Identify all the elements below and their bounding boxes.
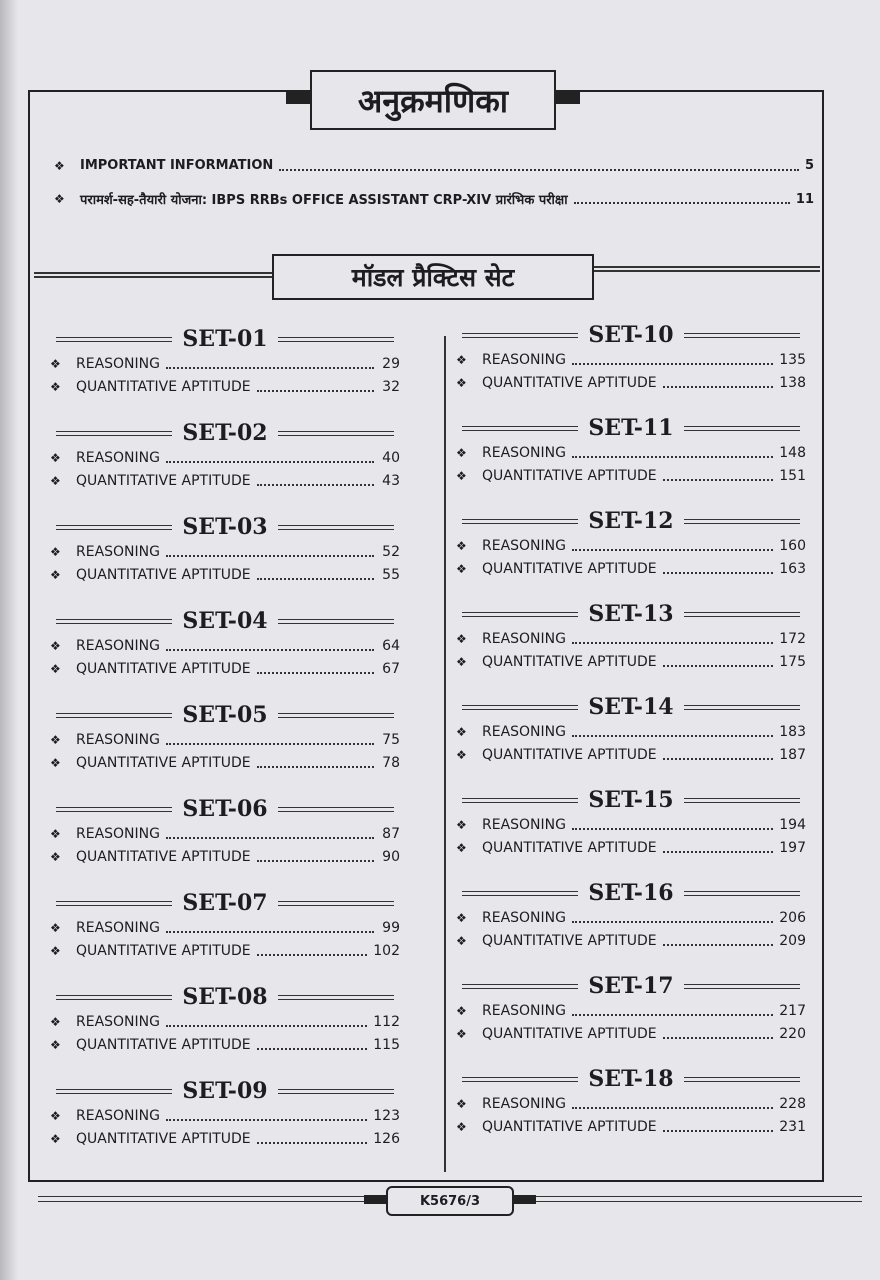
set-heading: [456, 787, 806, 813]
toc-entry-label: QUANTITATIVE APTITUDE: [482, 374, 657, 391]
toc-entry-page: 123: [373, 1107, 400, 1124]
dot-leader: [257, 1048, 368, 1050]
bullet-icon: ❖: [456, 631, 467, 646]
section-rule-left: [34, 272, 272, 278]
toc-entry-label: QUANTITATIVE APTITUDE: [482, 932, 657, 949]
bullet-icon: ❖: [456, 1003, 467, 1018]
bullet-icon: ❖: [456, 933, 467, 948]
toc-entry-label: REASONING: [76, 1107, 160, 1124]
dot-leader: [257, 1142, 368, 1144]
set-heading: [456, 508, 806, 534]
toc-entry: [456, 813, 806, 836]
toc-entry-page: 217: [779, 1002, 806, 1019]
toc-entry-label: QUANTITATIVE APTITUDE: [76, 942, 251, 959]
toc-entry-label: REASONING: [482, 444, 566, 461]
bullet-icon: ❖: [50, 473, 61, 488]
set-block: [50, 514, 400, 586]
dot-leader: [663, 1130, 774, 1132]
toc-entry-page: 151: [779, 467, 806, 484]
toc-entry: [50, 939, 400, 962]
set-title: SET-11: [588, 415, 674, 441]
toc-entry-label: REASONING: [76, 543, 160, 560]
bullet-icon: ❖: [50, 450, 61, 465]
title-connector-right: [556, 92, 580, 104]
dot-leader: [572, 549, 773, 551]
bullet-icon: ❖: [50, 379, 61, 394]
toc-entry-page: 220: [779, 1025, 806, 1042]
set-heading-rule: [462, 333, 578, 338]
set-block: [50, 702, 400, 774]
intro-item-page: 11: [795, 191, 814, 207]
bullet-icon: ❖: [456, 375, 467, 390]
set-heading-rule: [462, 1077, 578, 1082]
set-heading: [50, 796, 400, 822]
bullet-icon: ❖: [456, 910, 467, 925]
page-title-text: अनुक्रमणिका: [357, 81, 509, 120]
toc-entry-label: REASONING: [482, 1002, 566, 1019]
toc-entry: [50, 446, 400, 469]
toc-entry: [456, 999, 806, 1022]
set-heading: [50, 984, 400, 1010]
bullet-icon: ❖: [456, 445, 467, 460]
set-heading-rule: [278, 431, 394, 436]
toc-entry-page: 32: [382, 378, 400, 395]
set-heading-rule: [278, 337, 394, 342]
set-title: SET-07: [182, 890, 268, 916]
toc-entry: [456, 464, 806, 487]
toc-entry-label: REASONING: [482, 1095, 566, 1112]
dot-leader: [257, 484, 374, 486]
toc-entry-page: 99: [382, 919, 400, 936]
toc-entry: [50, 563, 400, 586]
dot-leader: [574, 202, 790, 204]
toc-entry: [456, 627, 806, 650]
set-title: SET-02: [182, 420, 268, 446]
dot-leader: [166, 367, 374, 369]
dot-leader: [166, 1119, 367, 1121]
toc-entry-label: QUANTITATIVE APTITUDE: [76, 848, 251, 865]
bullet-icon: ❖: [50, 544, 61, 559]
footer-code-text: K5676/3: [419, 1193, 481, 1209]
toc-entry-page: 228: [779, 1095, 806, 1112]
toc-entry-label: REASONING: [482, 630, 566, 647]
intro-item-label: परामर्श-सह-तैयारी योजना: IBPS RRBs OFFICE ASSISTANT CRP-XIV प्रारंभिक परीक्षा: [80, 193, 568, 208]
footer-code: [386, 1186, 514, 1216]
toc-entry-label: QUANTITATIVE APTITUDE: [76, 378, 251, 395]
toc-entry-page: 183: [779, 723, 806, 740]
toc-entry-page: 194: [779, 816, 806, 833]
toc-entry-page: 43: [382, 472, 400, 489]
set-block: [456, 508, 806, 580]
column-divider: [444, 336, 446, 1172]
dot-leader: [572, 828, 773, 830]
dot-leader: [257, 860, 374, 862]
toc-entry-label: REASONING: [76, 731, 160, 748]
bullet-icon: ❖: [50, 638, 61, 653]
toc-entry-label: QUANTITATIVE APTITUDE: [482, 653, 657, 670]
set-heading-rule: [278, 619, 394, 624]
toc-entry-label: QUANTITATIVE APTITUDE: [76, 1036, 251, 1053]
toc-entry-page: 209: [779, 932, 806, 949]
set-heading-rule: [684, 333, 800, 338]
dot-leader: [166, 461, 374, 463]
toc-entry-label: REASONING: [482, 351, 566, 368]
toc-entry-page: 112: [373, 1013, 400, 1030]
set-heading: [456, 322, 806, 348]
set-title: SET-12: [588, 508, 674, 534]
bullet-icon: ❖: [50, 755, 61, 770]
toc-entry: [456, 1092, 806, 1115]
footer-rule-left: [38, 1196, 386, 1202]
toc-entry-label: QUANTITATIVE APTITUDE: [76, 566, 251, 583]
bullet-icon: ❖: [50, 356, 61, 371]
bullet-icon: ❖: [50, 661, 61, 676]
set-block: [50, 796, 400, 868]
dot-leader: [257, 766, 374, 768]
toc-entry-label: REASONING: [76, 1013, 160, 1030]
set-heading-rule: [462, 612, 578, 617]
toc-entry-label: QUANTITATIVE APTITUDE: [76, 472, 251, 489]
toc-entry: [50, 1033, 400, 1056]
set-heading: [456, 880, 806, 906]
section-heading: [272, 254, 594, 300]
set-title: SET-16: [588, 880, 674, 906]
set-heading-rule: [462, 426, 578, 431]
bullet-icon: ❖: [50, 1037, 61, 1052]
bullet-icon: ❖: [50, 849, 61, 864]
bullet-icon: ❖: [50, 943, 61, 958]
bullet-icon: ❖: [456, 1026, 467, 1041]
toc-entry-page: 187: [779, 746, 806, 763]
dot-leader: [572, 642, 773, 644]
set-heading-rule: [462, 705, 578, 710]
toc-entry: [456, 441, 806, 464]
toc-entry: [456, 906, 806, 929]
set-block: [50, 890, 400, 962]
footer-connector-left: [364, 1195, 386, 1204]
dot-leader: [572, 456, 773, 458]
bullet-icon: ❖: [54, 158, 65, 173]
dot-leader: [663, 1037, 774, 1039]
set-heading-rule: [56, 431, 172, 436]
toc-entry-label: REASONING: [76, 825, 160, 842]
set-heading-rule: [56, 1089, 172, 1094]
set-block: [50, 326, 400, 398]
dot-leader: [572, 1014, 773, 1016]
bullet-icon: ❖: [456, 352, 467, 367]
set-heading: [456, 1066, 806, 1092]
toc-entry-label: REASONING: [76, 919, 160, 936]
toc-entry-label: QUANTITATIVE APTITUDE: [76, 1130, 251, 1147]
set-heading: [50, 326, 400, 352]
set-heading-rule: [684, 798, 800, 803]
page-edge-shadow: [0, 0, 18, 1280]
toc-entry-page: 163: [779, 560, 806, 577]
toc-entry-label: REASONING: [482, 909, 566, 926]
dot-leader: [663, 479, 774, 481]
bullet-icon: ❖: [50, 1014, 61, 1029]
set-heading: [50, 890, 400, 916]
set-heading-rule: [278, 807, 394, 812]
toc-entry-label: REASONING: [76, 449, 160, 466]
toc-entry: [456, 557, 806, 580]
bullet-icon: ❖: [50, 1108, 61, 1123]
toc-entry: [456, 348, 806, 371]
bullet-icon: ❖: [456, 724, 467, 739]
set-block: [50, 984, 400, 1056]
toc-entry: [456, 1115, 806, 1138]
bullet-icon: ❖: [50, 732, 61, 747]
toc-entry-page: 206: [779, 909, 806, 926]
bullet-icon: ❖: [456, 538, 467, 553]
toc-entry: [50, 751, 400, 774]
toc-entry: [456, 836, 806, 859]
set-title: SET-15: [588, 787, 674, 813]
set-heading-rule: [684, 1077, 800, 1082]
set-heading: [456, 694, 806, 720]
toc-entry: [50, 728, 400, 751]
set-heading-rule: [56, 713, 172, 718]
toc-entry-label: QUANTITATIVE APTITUDE: [482, 560, 657, 577]
set-heading-rule: [56, 807, 172, 812]
toc-entry-page: 40: [382, 449, 400, 466]
toc-entry-label: QUANTITATIVE APTITUDE: [482, 746, 657, 763]
toc-entry: [456, 534, 806, 557]
bullet-icon: ❖: [456, 840, 467, 855]
toc-entry: [456, 929, 806, 952]
toc-entry-page: 55: [382, 566, 400, 583]
set-heading-rule: [462, 984, 578, 989]
set-heading-rule: [278, 995, 394, 1000]
toc-entry-label: REASONING: [76, 355, 160, 372]
dot-leader: [166, 1025, 367, 1027]
set-title: SET-17: [588, 973, 674, 999]
set-heading-rule: [278, 1089, 394, 1094]
toc-entry: [50, 375, 400, 398]
title-connector-left: [286, 92, 310, 104]
set-heading: [50, 514, 400, 540]
set-heading-rule: [56, 619, 172, 624]
toc-entry-label: QUANTITATIVE APTITUDE: [76, 754, 251, 771]
set-heading: [456, 415, 806, 441]
dot-leader: [663, 386, 774, 388]
set-title: SET-13: [588, 601, 674, 627]
set-block: [456, 694, 806, 766]
dot-leader: [663, 665, 774, 667]
set-block: [456, 601, 806, 673]
set-heading-rule: [278, 525, 394, 530]
dot-leader: [166, 837, 374, 839]
set-heading-rule: [56, 337, 172, 342]
toc-entry-page: 52: [382, 543, 400, 560]
set-block: [456, 880, 806, 952]
dot-leader: [166, 743, 374, 745]
set-block: [456, 973, 806, 1045]
toc-entry-page: 67: [382, 660, 400, 677]
toc-entry-label: QUANTITATIVE APTITUDE: [482, 467, 657, 484]
dot-leader: [663, 758, 774, 760]
dot-leader: [257, 954, 368, 956]
set-block: [50, 608, 400, 680]
toc-entry-page: 197: [779, 839, 806, 856]
toc-entry: [456, 1022, 806, 1045]
dot-leader: [572, 363, 773, 365]
bullet-icon: ❖: [54, 192, 65, 206]
bullet-icon: ❖: [456, 1119, 467, 1134]
set-heading: [50, 608, 400, 634]
toc-entry-page: 75: [382, 731, 400, 748]
toc-entry: [50, 469, 400, 492]
set-heading-rule: [56, 525, 172, 530]
bullet-icon: ❖: [50, 567, 61, 582]
toc-entry-page: 115: [373, 1036, 400, 1053]
toc-entry-label: REASONING: [482, 723, 566, 740]
set-block: [50, 1078, 400, 1150]
set-title: SET-08: [182, 984, 268, 1010]
set-block: [50, 420, 400, 492]
toc-entry: [456, 720, 806, 743]
set-title: SET-06: [182, 796, 268, 822]
toc-entry-label: REASONING: [482, 816, 566, 833]
toc-entry: [50, 352, 400, 375]
dot-leader: [166, 649, 374, 651]
bullet-icon: ❖: [456, 561, 467, 576]
set-heading-rule: [684, 519, 800, 524]
toc-entry: [50, 1104, 400, 1127]
intro-item-label: IMPORTANT INFORMATION: [80, 158, 274, 173]
toc-entry: [50, 657, 400, 680]
set-title: SET-04: [182, 608, 268, 634]
page-title: [310, 70, 556, 130]
set-title: SET-18: [588, 1066, 674, 1092]
toc-entry-label: REASONING: [482, 537, 566, 554]
set-heading-rule: [278, 713, 394, 718]
dot-leader: [166, 555, 374, 557]
toc-entry: [50, 822, 400, 845]
dot-leader: [572, 1107, 773, 1109]
set-heading-rule: [684, 891, 800, 896]
bullet-icon: ❖: [50, 826, 61, 841]
set-heading-rule: [462, 798, 578, 803]
set-heading: [456, 973, 806, 999]
set-heading: [50, 702, 400, 728]
toc-entry-page: 29: [382, 355, 400, 372]
toc-entry: [456, 371, 806, 394]
toc-entry: [50, 634, 400, 657]
set-title: SET-14: [588, 694, 674, 720]
dot-leader: [663, 944, 774, 946]
toc-entry-page: 138: [779, 374, 806, 391]
toc-entry-page: 148: [779, 444, 806, 461]
intro-item-page: 5: [804, 158, 814, 173]
toc-entry-page: 102: [373, 942, 400, 959]
set-heading-rule: [462, 891, 578, 896]
set-heading: [456, 601, 806, 627]
toc-entry: [50, 1127, 400, 1150]
toc-entry-page: 135: [779, 351, 806, 368]
set-title: SET-03: [182, 514, 268, 540]
toc-entry-label: REASONING: [76, 637, 160, 654]
toc-entry: [456, 743, 806, 766]
set-heading-rule: [462, 519, 578, 524]
section-rule-right: [594, 266, 820, 272]
dot-leader: [166, 931, 374, 933]
toc-entry: [456, 650, 806, 673]
intro-item-preparation-plan: [54, 190, 814, 208]
bullet-icon: ❖: [50, 920, 61, 935]
toc-entry-page: 160: [779, 537, 806, 554]
dot-leader: [257, 578, 374, 580]
toc-entry-label: QUANTITATIVE APTITUDE: [482, 1118, 657, 1135]
intro-item-important-information: [54, 158, 814, 173]
section-heading-text: मॉडल प्रैक्टिस सेट: [351, 263, 515, 292]
set-heading-rule: [684, 612, 800, 617]
dot-leader: [257, 672, 374, 674]
bullet-icon: ❖: [456, 747, 467, 762]
toc-entry-page: 90: [382, 848, 400, 865]
toc-entry-label: QUANTITATIVE APTITUDE: [76, 660, 251, 677]
toc-entry-page: 64: [382, 637, 400, 654]
set-block: [456, 1066, 806, 1138]
dot-leader: [572, 921, 773, 923]
set-title: SET-05: [182, 702, 268, 728]
set-block: [456, 322, 806, 394]
set-heading: [50, 1078, 400, 1104]
toc-entry: [50, 540, 400, 563]
toc-entry-page: 87: [382, 825, 400, 842]
set-heading-rule: [278, 901, 394, 906]
set-heading-rule: [684, 426, 800, 431]
toc-entry-label: QUANTITATIVE APTITUDE: [482, 1025, 657, 1042]
bullet-icon: ❖: [456, 468, 467, 483]
dot-leader: [663, 572, 774, 574]
dot-leader: [257, 390, 374, 392]
toc-entry-page: 172: [779, 630, 806, 647]
set-heading-rule: [56, 995, 172, 1000]
toc-entry-page: 126: [373, 1130, 400, 1147]
toc-entry: [50, 1010, 400, 1033]
set-heading-rule: [684, 984, 800, 989]
set-heading-rule: [56, 901, 172, 906]
set-title: SET-01: [182, 326, 268, 352]
bullet-icon: ❖: [456, 654, 467, 669]
toc-entry-page: 78: [382, 754, 400, 771]
set-heading-rule: [684, 705, 800, 710]
dot-leader: [663, 851, 774, 853]
set-title: SET-09: [182, 1078, 268, 1104]
dot-leader: [572, 735, 773, 737]
toc-entry-page: 231: [779, 1118, 806, 1135]
bullet-icon: ❖: [456, 817, 467, 832]
bullet-icon: ❖: [50, 1131, 61, 1146]
set-block: [456, 415, 806, 487]
toc-entry: [50, 916, 400, 939]
toc-entry: [50, 845, 400, 868]
toc-entry-page: 175: [779, 653, 806, 670]
footer-connector-right: [514, 1195, 536, 1204]
set-title: SET-10: [588, 322, 674, 348]
toc-entry-label: QUANTITATIVE APTITUDE: [482, 839, 657, 856]
bullet-icon: ❖: [456, 1096, 467, 1111]
set-heading: [50, 420, 400, 446]
dot-leader: [279, 169, 799, 171]
set-block: [456, 787, 806, 859]
footer-rule-right: [514, 1196, 862, 1202]
